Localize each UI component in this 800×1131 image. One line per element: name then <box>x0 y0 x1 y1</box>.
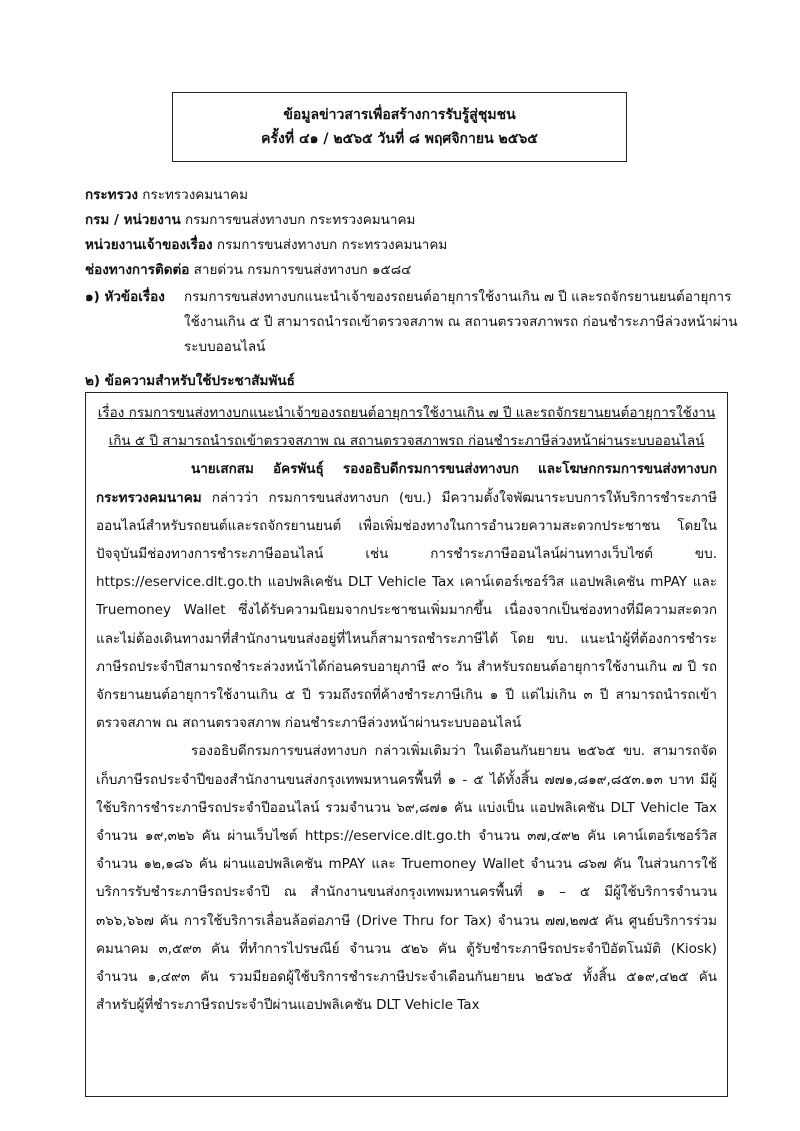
title-line-2: ครั้งที่ ๔๑ / ๒๕๖๕ วันที่ ๘ พฤศจิกายน ๒๕๖๕ <box>261 131 538 147</box>
paragraph-1-body: กล่าวว่า กรมการขนส่งทางบก (ขบ.) มีความตั้งใจพัฒนาระบบการให้บริการชำระภาษีออนไลน์สำหรับรถยนต์และรถจักรยานยนต์ เพื่อเพิ่มช่องทางในการอำนวยความสะดวกประชาชน โดยในปัจจุบันมีช่องทางการชำระภาษีออนไลน์ เช่น การชำระภาษีออนไลน์ผ่านทางเว็บไซต์ ขบ. https://eservice.dlt.go.th แอปพลิเคชัน DLT Vehicle Tax เคาน์เตอร์เซอร์วิส แอปพลิเคชัน mPAY และ Truemoney Wallet ซึ่งได้รับความนิยมจากประชาชนเพิ่มมากขึ้น เนื่องจากเป็นช่องทางที่มีความสะดวก และไม่ต้องเดินทางมาที่สำนักงานขนส่งอยู่ที่ไหนก็สามารถชำระภาษีได้ โดย ขบ. แนะนำผู้ที่ต้องการชำระภาษีรถประจำปีสามารถชำระล่วงหน้าได้ก่อนครบอายุภาษี ๙๐ วัน สำหรับรถยนต์อายุการใช้งานเกิน ๗ ปี รถจักรยานยนต์อายุการใช้งานเกิน ๕ ปี รวมถึงรถที่ค้างชำระภาษีเกิน ๑ ปี แต่ไม่เกิน ๓ ปี สามารถนำรถเข้าตรวจสภาพ ณ สถานตรวจสภาพ ก่อนชำระภาษีล่วงหน้าผ่านระบบออนไลน์ <box>96 489 717 732</box>
department-value: กรมการขนส่งทางบก กระทรวงคมนาคม <box>184 212 416 228</box>
contact-value: สายด่วน กรมการขนส่งทางบก ๑๕๘๔ <box>193 262 412 278</box>
meta-ministry <box>85 183 745 208</box>
department-label: กรม / หน่วยงาน <box>85 212 181 228</box>
section-2-label: ๒) ข้อความสำหรับใช้ประชาสัมพันธ์ <box>85 373 295 389</box>
title-line-1: ข้อมูลข่าวสารเพื่อสร้างการรับรู้สู่ชุมชน <box>283 107 516 123</box>
meta-owner <box>85 233 745 258</box>
meta-block <box>85 183 745 283</box>
paragraph-2: รองอธิบดีกรมการขนส่งทางบก กล่าวเพิ่มเติมว่า ในเดือนกันยายน ๒๕๖๕ ขบ. สามารถจัดเก็บภาษีรถประจำปีของสำนักงานขนส่งกรุงเทพมหานครพื้นที่ ๑ - ๕ ได้ทั้งสิ้น ๗๗๑,๘๑๙,๘๕๓.๑๓ บาท มีผู้ใช้บริการชำระภาษีรถประจำปีออนไลน์ รวมจำนวน ๖๙,๘๗๑ คัน แบ่งเป็น แอปพลิเคชัน DLT Vehicle Tax จำนวน ๑๙,๓๒๖ คัน ผ่านเว็บไซต์ https://eservice.dlt.go.th จำนวน ๓๗,๔๙๒ คัน เคาน์เตอร์เซอร์วิส จำนวน ๑๒,๑๘๖ คัน ผ่านแอปพลิเคชัน mPAY และ Truemoney Wallet จำนวน ๘๖๗ คัน ในส่วนการใช้บริการรับชำระภาษีรถประจำปี ณ สำนักงานขนส่งกรุงเทพมหานครพื้นที่ ๑ – ๕ มีผู้ใช้บริการจำนวน ๓๖๖,๖๖๗ คัน การใช้บริการเลื่อนล้อต่อภาษี (Drive Thru for Tax) จำนวน ๗๗,๒๗๕ คัน ศูนย์บริการร่วมคมนาคม ๓,๕๙๓ คัน ที่ทำการไปรษณีย์ จำนวน ๕๒๖ คัน ตู้รับชำระภาษีรถประจำปีอัตโนมัติ (Kiosk) จำนวน ๑,๔๙๓ คัน รวมมียอดผู้ใช้บริการชำระภาษีประจำเดือนกันยายน ๒๕๖๕ ทั้งสิ้น ๕๑๙,๔๒๕ คัน สำหรับผู้ที่ชำระภาษีรถประจำปีผ่านแอปพลิเคชัน DLT Vehicle Tax <box>96 743 717 1014</box>
owner-value: กรมการขนส่งทางบก กระทรวงคมนาคม <box>216 237 448 253</box>
section-1 <box>85 285 745 360</box>
section-1-text: กรมการขนส่งทางบกแนะนำเจ้าของรถยนต์อายุการใช้งานเกิน ๗ ปี และรถจักรยานยนต์อายุการใช้งานเกิน ๕ ปี สามารถนำรถเข้าตรวจสภาพ ณ สถานตรวจสภาพรถ ก่อนชำระภาษีล่วงหน้าผ่านระบบออนไลน์ <box>184 289 738 355</box>
contact-label: ช่องทางการติดต่อ <box>85 262 190 278</box>
ministry-value: กระทรวงคมนาคม <box>142 187 248 203</box>
meta-department <box>85 208 745 233</box>
ministry-label: กระทรวง <box>85 187 138 203</box>
section-1-label: ๑) หัวข้อเรื่อง <box>85 289 165 305</box>
meta-contact <box>85 258 745 283</box>
press-subject: เรื่อง กรมการขนส่งทางบกแนะนำเจ้าของรถยนต์อายุการใช้งานเกิน ๗ ปี และรถจักรยานยนต์อายุการใช้งานเกิน ๕ ปี สามารถนำรถเข้าตรวจสภาพ ณ สถานตรวจสภาพรถ ก่อนชำระภาษีล่วงหน้าผ่านระบบออนไลน์ <box>97 405 716 450</box>
paragraph-1-lead: นายเสกสม อัครพันธุ์ รองอธิบดีกรมการขนส่งทางบก และโฆษกกรมการขนส่งทางบก กระทรวงคมนาคม <box>96 461 717 506</box>
paragraph-1 <box>96 455 717 737</box>
document-title-box <box>172 92 627 162</box>
press-release-box <box>85 392 728 1097</box>
owner-label: หน่วยงานเจ้าของเรื่อง <box>85 237 213 253</box>
